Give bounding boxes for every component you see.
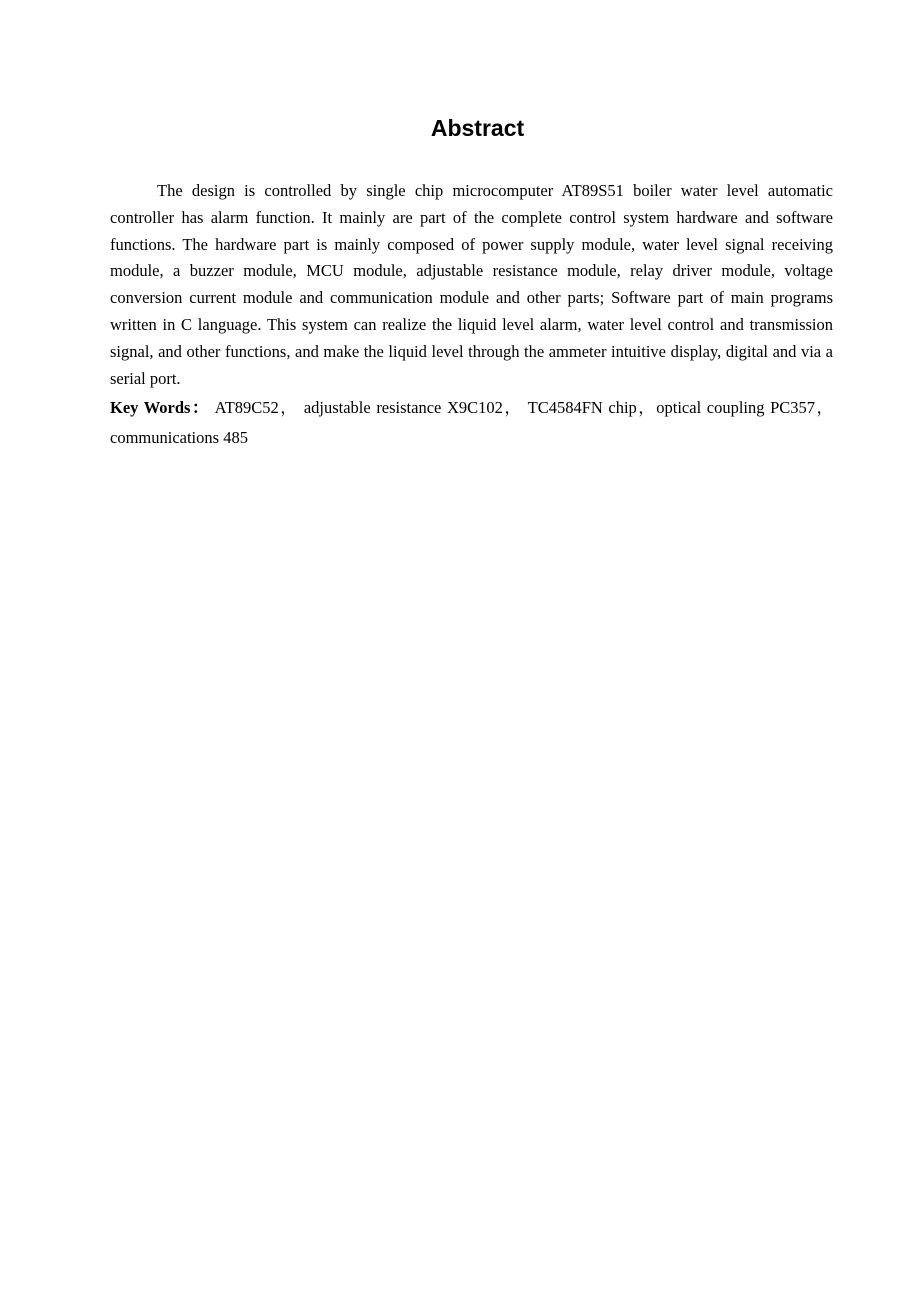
- abstract-title: Abstract: [430, 115, 525, 141]
- keywords-list: AT89C52， adjustable resistance X9C102， TC4584FN chip，optical coupling PC357，communications 485: [110, 398, 833, 447]
- keywords-line: [110, 393, 833, 453]
- keywords-label: Key Words：: [110, 398, 210, 417]
- abstract-paragraph: The design is controlled by single chip microcomputer AT89S51 boiler water level automatic controller has alarm function. It mainly are part of the complete control system hardware and software functions. The hardware part is mainly composed of power supply module, water level signal receiving module, a buzzer module, MCU module, adjustable resistance module, relay driver module, voltage conversion current module and communication module and other parts; Software part of main programs written in C language. This system can realize the liquid level alarm, water level control and transmission signal, and other functions, and make the liquid level through the ammeter intuitive display, digital and via a serial port.: [110, 181, 833, 388]
